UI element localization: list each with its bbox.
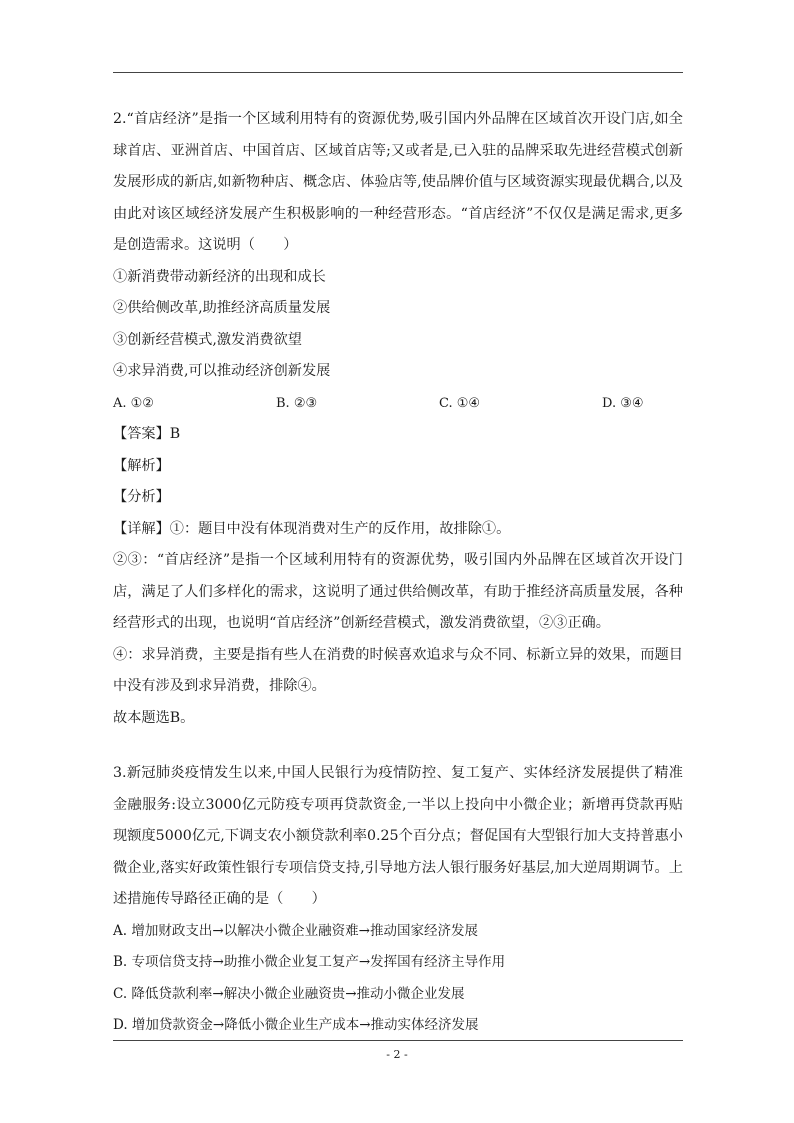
q2-item-1: ①新消费带动新经济的出现和成长 (113, 268, 326, 285)
q2-option-a: A. ①② (113, 395, 154, 411)
q2-item-3: ③创新经营模式,激发消费欲望 (113, 331, 302, 348)
header-rule (113, 72, 683, 73)
q2-detail-1: 【详解】①：题目中没有体现消费对生产的反作用，故排除①。 (113, 520, 511, 537)
q2-options (113, 388, 683, 420)
q2-option-b: B. ②③ (276, 395, 318, 411)
q2-detail-3: ④：求异消费，主要是指有些人在消费的时候喜欢追求与众不同、标新立异的效果，而题目中没有涉及到求异消费，排除④。 (113, 646, 683, 694)
q2-detail-2: ②③：“首店经济”是指一个区域利用特有的资源优势，吸引国内外品牌在区域首次开设门店，满足了人们多样化的需求，这说明了通过供给侧改革，有助于推经济高质量发展，各种经营形式的出现，也说明“首店经济”创新经营模式，激发消费欲望，②③正确。 (113, 552, 683, 631)
question-gap (113, 734, 683, 758)
q3-option-d: D. 增加贷款资金→降低小微企业生产成本→推动实体经济发展 (113, 1017, 479, 1033)
footer-rule (113, 1040, 683, 1041)
q3-option-b: B. 专项信贷支持→助推小微企业复工复产→发挥国有经济主导作用 (113, 954, 506, 970)
q3-option-a: A. 增加财政支出→以解决小微企业融资难→推动国家经济发展 (113, 922, 478, 939)
q2-answer: 【答案】B (113, 426, 181, 442)
q2-fenxi-heading: 【分析】 (113, 489, 170, 505)
q2-option-d: D. ③④ (602, 395, 644, 411)
q2-item-4: ④求异消费,可以推动经济创新发展 (113, 363, 331, 379)
q2-option-c: C. ①④ (439, 395, 481, 411)
page-content (113, 104, 683, 1042)
q2-stem: 2.“首店经济”是指一个区域利用特有的资源优势,吸引国内外品牌在区域首次开设门店,如全球首店、亚洲首店、中国首店、区域首店等;又或者是,已入驻的品牌采取先进经营模式创新发展形成的新店,如新物种店、概念店、体验店等,使品牌价值与区域资源实现最优耦合,以及由此对该区域经济发展产生积极影响的一种经营形态。“首店经济”不仅仅是满足需求,更多是创造需求。这说明（ ） (113, 111, 683, 253)
q3-stem: 3.新冠肺炎疫情发生以来,中国人民银行为疫情防控、复工复产、实体经济发展提供了精准金融服务:设立3000亿元防疫专项再贷款资金,一半以上投向中小微企业；新增再贷款再贴现额度5000亿元,下调支农小额贷款利率0.25个百分点；督促国有大型银行加大支持普惠小微企业,落实好政策性银行专项信贷支持,引导地方法人银行服务好基层,加大逆周期调节。上述措施传导路径正确的是（ ） (113, 765, 683, 907)
q3-option-c: C. 降低贷款利率→解决小微企业融资贵→推动小微企业发展 (113, 985, 465, 1002)
page-number: - 2 - (386, 1048, 408, 1061)
q2-jiexi-heading: 【解析】 (113, 457, 170, 474)
q2-conclusion: 故本题选B。 (113, 709, 195, 726)
q2-item-2: ②供给侧改革,助推经济高质量发展 (113, 300, 331, 316)
